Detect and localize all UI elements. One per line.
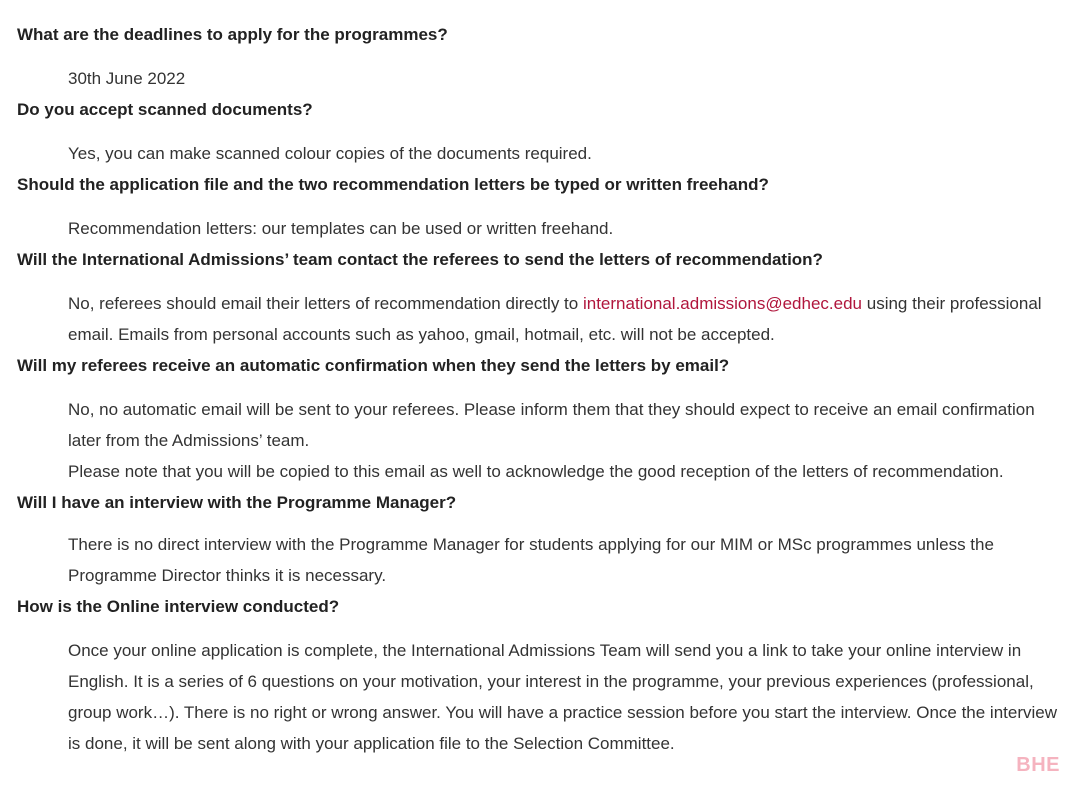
answer-text-before-link: No, referees should email their letters of recommendation directly to xyxy=(68,294,583,313)
answer-paragraph: No, no automatic email will be sent to your referees. Please inform them that they should expect to receive an email confirmation later from the Admissions’ team. xyxy=(68,400,1035,450)
faq-list xyxy=(17,0,1072,759)
faq-question-deadlines: What are the deadlines to apply for the programmes? xyxy=(17,25,448,44)
answer-paragraph: There is no direct interview with the Programme Manager for students applying for our MIM or MSc programmes unless the Programme Director thinks it is necessary. xyxy=(68,535,994,585)
answer-paragraph: Recommendation letters: our templates can be used or written freehand. xyxy=(68,219,614,238)
faq-answer-automatic-confirmation xyxy=(17,394,1072,487)
faq-question-scanned-documents: Do you accept scanned documents? xyxy=(17,100,313,119)
faq-question-automatic-confirmation: Will my referees receive an automatic confirmation when they send the letters by email? xyxy=(17,356,730,375)
faq-question-contact-referees: Will the International Admissions’ team contact the referees to send the letters of recommendation? xyxy=(17,250,823,269)
watermark-logo: BHE xyxy=(1016,754,1060,776)
answer-paragraph: Yes, you can make scanned colour copies of the documents required. xyxy=(68,144,592,163)
answer-paragraph: Please note that you will be copied to this email as well to acknowledge the good reception of the letters of recommendation. xyxy=(68,462,1004,481)
answer-paragraph: Once your online application is complete, the International Admissions Team will send you a link to take your online interview in English. It is a series of 6 questions on your motivation, your interest in the programme, your previous experiences (professional, group work…). There is no right or wrong answer. You will have a practice session before you start the interview. Once the interview is done, it will be sent along with your application file to the Selection Committee. xyxy=(68,641,1058,753)
faq-answer-deadlines xyxy=(17,63,1072,94)
faq-answer-typed-or-freehand xyxy=(17,213,1072,244)
faq-question-typed-or-freehand: Should the application file and the two recommendation letters be typed or written freehand? xyxy=(17,175,769,194)
faq-question-interview-programme-manager: Will I have an interview with the Programme Manager? xyxy=(17,493,457,512)
answer-paragraph: 30th June 2022 xyxy=(68,69,186,88)
faq-answer-interview-programme-manager xyxy=(17,529,1072,591)
faq-answer-online-interview xyxy=(17,635,1072,759)
faq-answer-contact-referees xyxy=(17,288,1072,350)
answer-paragraph xyxy=(68,288,1072,350)
answer-text-after-link: using their professional email. Emails from personal accounts such as yahoo, gmail, hotmail, etc. will not be accepted. xyxy=(68,294,1042,344)
faq-answer-scanned-documents xyxy=(17,138,1072,169)
faq-question-online-interview: How is the Online interview conducted? xyxy=(17,597,340,616)
admissions-email-link[interactable]: international.admissions@edhec.edu xyxy=(582,294,863,313)
